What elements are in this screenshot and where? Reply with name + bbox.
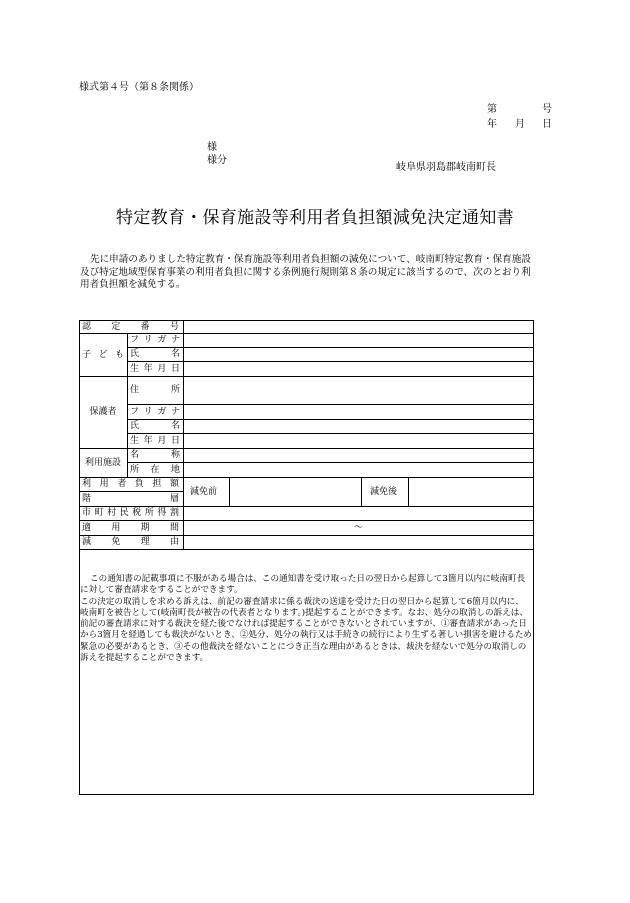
label-kodomo: 子 ど も: [82, 349, 124, 360]
appeal-notice: この通知書の記載事項に不服がある場合は、この通知書を受け取った日の翌日から起算して3箇月以内に岐南町長に対して審査請求をすることができます。 この決定の取消しを求める訴えは、前記の審査請求に係る裁決の送達を受けた日の翌日から起算して6箇月以内に、岐南町を被告として(岐南町長が被告の代表者となります。)提起することができます。なお、処分の取消しの訴えは、前記の審査請求に対する裁決を経た後でなければ提起することができないとされていますが、①審査請求があった日から3箇月を経過しても裁決がないとき、②処分、処分の執行又は手続きの続行により生ずる著しい損害を避けるため緊急の必要があるとき、③その他裁決を経ないことにつき正当な理由があるときは、裁決を経ないで処分の取消しの訴えを提起することができます。: [80, 574, 533, 664]
label-facility-name: 名 称: [130, 450, 180, 460]
label-municipal-tax: 市 町 村 民 税 所 得 割: [82, 508, 179, 518]
label-child-name: 氏 名: [130, 349, 180, 359]
issuer-name: 岐阜県羽島郡岐南町長: [396, 162, 496, 173]
label-tier: 階 層: [82, 493, 179, 504]
addressee-sama: 様: [207, 142, 217, 153]
label-after-reduction: 減免後: [370, 486, 398, 497]
form-reference: 様式第４号（第８条関係）: [79, 82, 199, 93]
number-suffix: 号: [542, 104, 552, 115]
label-period: 適 用 期 間: [82, 522, 179, 533]
label-guardian-birthdate: 生 年 月 日: [130, 435, 180, 446]
date-year: 年: [487, 119, 497, 130]
label-guardian: 保護者: [89, 407, 117, 417]
label-facility: 利用施設: [84, 457, 121, 468]
label-child-birthdate: 生 年 月 日: [130, 363, 180, 374]
addressee-sama-bun: 様分: [207, 155, 227, 166]
label-before-reduction: 減免前: [190, 486, 218, 497]
label-guardian-furigana: フ リ ガ ナ: [130, 406, 180, 417]
number-prefix: 第: [487, 104, 497, 115]
date-day: 日: [542, 119, 552, 130]
label-facility-location: 所 在 地: [130, 464, 180, 475]
date-month: 月: [515, 119, 525, 130]
label-guardian-address: 住 所: [130, 385, 180, 395]
label-user-burden: 利 用 者 負 担 額: [82, 479, 179, 489]
intro-paragraph: 先に申請のありました特定教育・保育施設等利用者負担額の減免について、岐南町特定教育・保育施設及び特定地域型保育事業の利用者負担に関する条例施行規則第８条の規定に該当するので、次のとおり利用者負担額を減免する。: [80, 254, 531, 290]
label-child-furigana: フ リ ガ ナ: [130, 335, 180, 345]
label-reason: 減 免 理 由: [82, 537, 179, 547]
label-nintei-bango: 認 定 番 号: [82, 321, 179, 332]
label-guardian-name: 氏 名: [130, 421, 180, 431]
period-separator: ～: [354, 522, 364, 533]
document-title: 特定教育・保育施設等利用者負担額減免決定通知書: [116, 208, 514, 228]
